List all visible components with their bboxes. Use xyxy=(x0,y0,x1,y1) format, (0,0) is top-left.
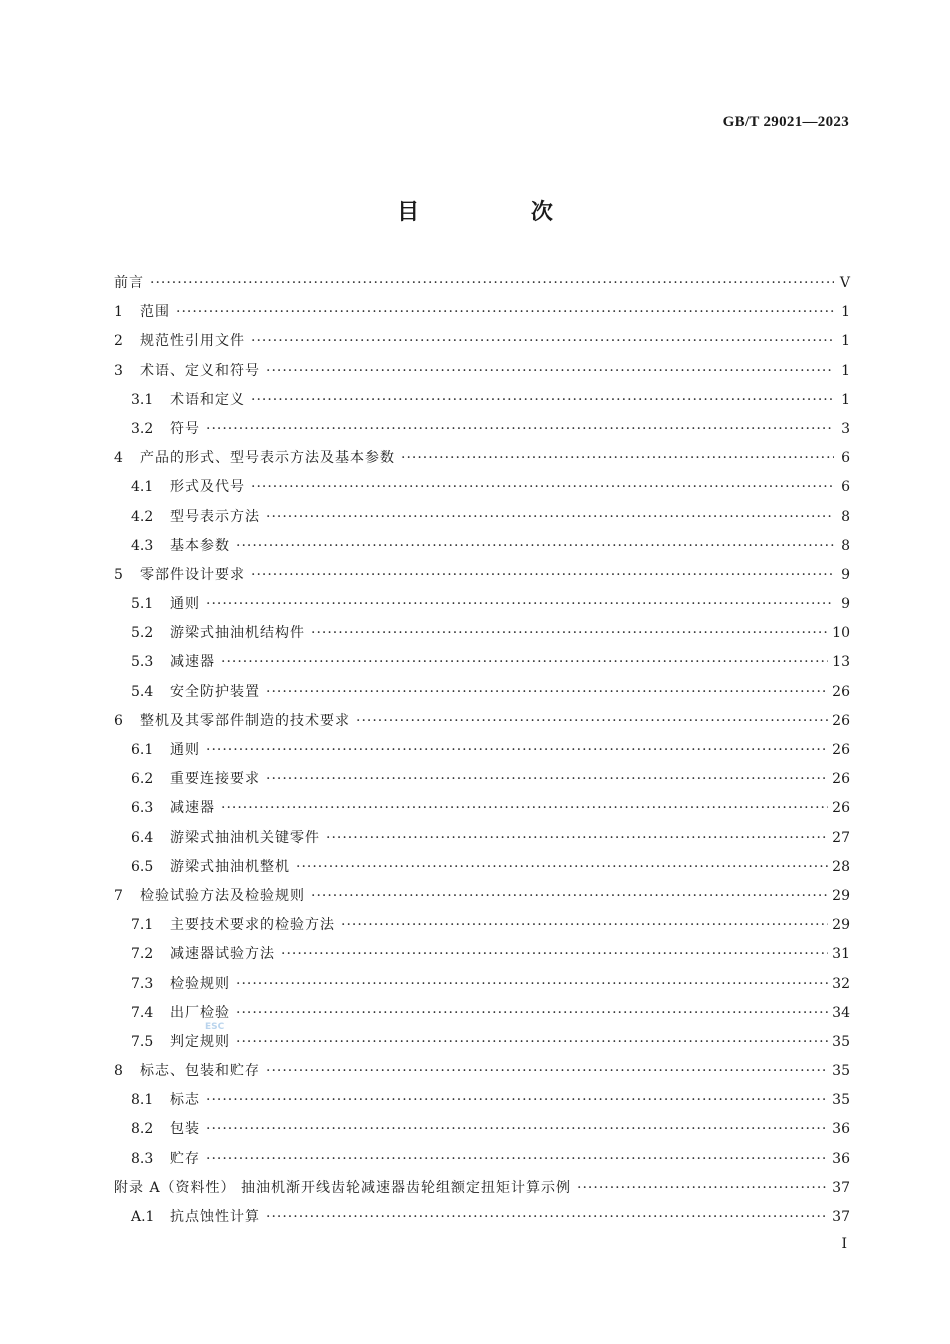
dot-leader xyxy=(281,940,828,969)
toc-entry-label: 游梁式抽油机结构件 xyxy=(170,625,305,642)
toc-entry-label: 通则 xyxy=(170,596,200,613)
toc-entry-page: 35 xyxy=(832,1063,850,1080)
toc-entry-label: 附录 A（资料性） 抽油机渐开线齿轮减速器齿轮组额定扭矩计算示例 xyxy=(114,1179,572,1196)
toc-entry-label: 型号表示方法 xyxy=(170,508,260,525)
toc-entry-page: 1 xyxy=(841,304,850,321)
toc-entry[interactable] xyxy=(114,1057,850,1086)
toc-entry-number: 3 xyxy=(114,362,123,379)
dot-leader xyxy=(266,765,828,794)
toc-entry-label: 检验规则 xyxy=(170,975,230,992)
toc-entry-label: 前言 xyxy=(114,275,144,291)
dot-leader xyxy=(236,1028,828,1057)
toc-entry-label: 整机及其零部件制造的技术要求 xyxy=(140,712,350,729)
toc-entry[interactable] xyxy=(114,970,850,999)
toc-entry-number: 7 xyxy=(114,887,123,904)
toc-entry-page: 32 xyxy=(832,975,850,992)
toc-entry-page: 29 xyxy=(832,917,850,934)
toc-entry-number: 6.3 xyxy=(131,800,154,817)
toc-entry-label: 标志 xyxy=(170,1092,200,1109)
dot-leader xyxy=(266,1057,828,1086)
toc-entry[interactable] xyxy=(114,853,850,882)
toc-entry-page: 35 xyxy=(832,1092,850,1109)
toc-entry[interactable] xyxy=(114,940,850,969)
toc-entry-page: 26 xyxy=(832,800,850,817)
toc-entry-label: 主要技术要求的检验方法 xyxy=(170,917,335,934)
toc-entry-number: 6.2 xyxy=(131,771,154,788)
toc-entry-label: 术语、定义和符号 xyxy=(140,362,260,379)
toc-entry-page: 36 xyxy=(832,1121,850,1138)
toc-entry-page: 1 xyxy=(841,362,850,379)
toc-entry-label: 出厂检验 xyxy=(170,1004,230,1021)
toc-entry[interactable] xyxy=(114,357,850,386)
toc-entry[interactable] xyxy=(114,882,850,911)
toc-entry[interactable] xyxy=(114,444,850,473)
toc-entry-page: 27 xyxy=(832,829,850,846)
toc-entry-page: 6 xyxy=(841,450,850,467)
toc-entry[interactable] xyxy=(114,1028,850,1057)
toc-entry-page: 28 xyxy=(832,858,850,875)
toc-entry-label: 术语和定义 xyxy=(170,391,245,408)
toc-entry[interactable] xyxy=(114,678,850,707)
dot-leader xyxy=(150,269,834,298)
toc-entry[interactable] xyxy=(114,503,850,532)
toc-entry[interactable] xyxy=(114,269,850,298)
dot-leader xyxy=(251,386,834,415)
toc-entry[interactable] xyxy=(114,1115,850,1144)
toc-entry-label: 游梁式抽油机整机 xyxy=(170,858,290,875)
toc-entry[interactable] xyxy=(114,648,850,677)
toc-entry-number: 7.4 xyxy=(131,1004,154,1021)
dot-leader xyxy=(206,590,834,619)
toc-entry-label: 范围 xyxy=(140,304,170,321)
dot-leader xyxy=(236,970,828,999)
toc-entry-page: 37 xyxy=(832,1209,850,1225)
toc-entry-number: 5.4 xyxy=(131,683,154,700)
toc-entry-number: 4 xyxy=(114,450,123,467)
toc-entry[interactable] xyxy=(114,1145,850,1174)
toc-entry[interactable] xyxy=(114,619,850,648)
dot-leader xyxy=(311,882,828,911)
toc-entry-number: 8.1 xyxy=(131,1092,154,1109)
toc-entry-number: 3.2 xyxy=(131,420,154,437)
toc-entry-label: 判定规则 xyxy=(170,1033,230,1050)
toc-entry[interactable] xyxy=(114,707,850,736)
toc-entry[interactable] xyxy=(114,1174,850,1203)
toc-entry-number: 5.3 xyxy=(131,654,154,671)
dot-leader xyxy=(326,824,828,853)
toc-entry-page: 8 xyxy=(841,537,850,554)
toc-entry-page: 10 xyxy=(832,625,850,642)
toc-entry-page: 26 xyxy=(832,771,850,788)
toc-entry-page: Ⅴ xyxy=(839,275,850,291)
dot-leader xyxy=(206,415,834,444)
toc-entry-number: 7.5 xyxy=(131,1033,154,1050)
toc-entry-number: 8.3 xyxy=(131,1150,154,1167)
dot-leader xyxy=(341,911,828,940)
toc-entry-label: 安全防护装置 xyxy=(170,683,260,700)
page-number: Ⅰ xyxy=(841,1237,847,1252)
toc-entry[interactable] xyxy=(114,999,850,1028)
toc-entry[interactable] xyxy=(114,1203,850,1232)
dot-leader xyxy=(577,1174,828,1203)
toc-entry[interactable] xyxy=(114,561,850,590)
toc-entry-label: 检验试验方法及检验规则 xyxy=(140,887,305,904)
table-of-contents xyxy=(114,269,850,1232)
dot-leader xyxy=(236,532,834,561)
dot-leader xyxy=(296,853,828,882)
toc-entry-label: 抗点蚀性计算 xyxy=(170,1209,260,1225)
toc-entry-label: 重要连接要求 xyxy=(170,771,260,788)
toc-entry[interactable] xyxy=(114,765,850,794)
dot-leader xyxy=(266,1203,828,1232)
dot-leader xyxy=(251,327,834,356)
dot-leader xyxy=(206,1086,828,1115)
toc-entry-number: 2 xyxy=(114,333,123,350)
toc-entry-number: 4.1 xyxy=(131,479,154,496)
toc-entry-number: 8 xyxy=(114,1063,123,1080)
dot-leader xyxy=(356,707,828,736)
toc-entry[interactable] xyxy=(114,736,850,765)
toc-entry-number: 1 xyxy=(114,304,123,321)
toc-entry-label: 标志、包装和贮存 xyxy=(140,1063,260,1080)
dot-leader xyxy=(401,444,834,473)
page-title: 目 次 xyxy=(397,200,605,225)
dot-leader xyxy=(206,1115,828,1144)
dot-leader xyxy=(236,999,828,1028)
toc-entry[interactable] xyxy=(114,298,850,327)
dot-leader xyxy=(266,678,828,707)
dot-leader xyxy=(266,357,834,386)
toc-entry-page: 29 xyxy=(832,887,850,904)
toc-entry-page: 9 xyxy=(841,566,850,583)
toc-entry[interactable] xyxy=(114,473,850,502)
toc-entry-number: 4.3 xyxy=(131,537,154,554)
toc-entry[interactable] xyxy=(114,590,850,619)
toc-entry[interactable] xyxy=(114,794,850,823)
toc-entry-label: 减速器试验方法 xyxy=(170,946,275,963)
toc-entry-label: 通则 xyxy=(170,742,200,758)
dot-leader xyxy=(176,298,834,327)
dot-leader xyxy=(221,794,828,823)
standard-code: GB/T 29021—2023 xyxy=(722,114,849,130)
toc-entry-label: 减速器 xyxy=(170,800,215,817)
toc-entry-page: 35 xyxy=(832,1033,850,1050)
toc-entry-page: 13 xyxy=(832,654,850,671)
toc-entry-number: 3.1 xyxy=(131,391,154,408)
toc-entry-label: 规范性引用文件 xyxy=(140,333,245,350)
toc-entry-page: 26 xyxy=(832,683,850,700)
toc-entry-number: 6.5 xyxy=(131,858,154,875)
toc-entry-page: 26 xyxy=(832,742,850,758)
toc-entry-page: 3 xyxy=(841,420,850,437)
toc-entry-number: 6 xyxy=(114,712,123,729)
toc-entry-number: 7.2 xyxy=(131,946,154,963)
toc-entry[interactable] xyxy=(114,415,850,444)
toc-entry-label: 基本参数 xyxy=(170,537,230,554)
dot-leader xyxy=(206,1145,828,1174)
toc-entry-page: 8 xyxy=(841,508,850,525)
toc-entry-number: 5.2 xyxy=(131,625,154,642)
toc-entry[interactable] xyxy=(114,532,850,561)
watermark-logo: ESC xyxy=(205,1022,225,1032)
dot-leader xyxy=(266,503,834,532)
dot-leader xyxy=(251,561,834,590)
toc-entry-label: 符号 xyxy=(170,420,200,437)
toc-entry-page: 1 xyxy=(841,333,850,350)
toc-entry-number: 4.2 xyxy=(131,508,154,525)
toc-entry-number: 7.1 xyxy=(131,917,154,934)
toc-entry-page: 36 xyxy=(832,1150,850,1167)
dot-leader xyxy=(251,473,834,502)
toc-entry[interactable] xyxy=(114,824,850,853)
toc-entry-page: 34 xyxy=(832,1004,850,1021)
dot-leader xyxy=(206,736,828,765)
dot-leader xyxy=(221,648,828,677)
toc-entry-label: 产品的形式、型号表示方法及基本参数 xyxy=(140,450,395,467)
toc-entry[interactable] xyxy=(114,386,850,415)
toc-entry-label: 贮存 xyxy=(170,1150,200,1167)
toc-entry-number: 8.2 xyxy=(131,1121,154,1138)
toc-entry-page: 31 xyxy=(832,946,850,963)
toc-entry[interactable] xyxy=(114,327,850,356)
toc-entry-page: 9 xyxy=(841,596,850,613)
toc-entry-page: 1 xyxy=(841,391,850,408)
toc-entry[interactable] xyxy=(114,1086,850,1115)
toc-entry[interactable] xyxy=(114,911,850,940)
toc-entry-label: 零部件设计要求 xyxy=(140,566,245,583)
toc-entry-page: 26 xyxy=(832,712,850,729)
toc-entry-label: 游梁式抽油机关键零件 xyxy=(170,829,320,846)
toc-entry-number: A.1 xyxy=(131,1209,155,1225)
toc-entry-label: 减速器 xyxy=(170,654,215,671)
toc-entry-number: 6.4 xyxy=(131,829,154,846)
dot-leader xyxy=(311,619,828,648)
toc-entry-page: 37 xyxy=(832,1179,850,1196)
toc-entry-page: 6 xyxy=(841,479,850,496)
toc-entry-number: 7.3 xyxy=(131,975,154,992)
toc-entry-number: 5.1 xyxy=(131,596,154,613)
toc-entry-number: 6.1 xyxy=(131,742,154,758)
toc-entry-label: 形式及代号 xyxy=(170,479,245,496)
toc-entry-label: 包装 xyxy=(170,1121,200,1138)
toc-entry-number: 5 xyxy=(114,566,123,583)
